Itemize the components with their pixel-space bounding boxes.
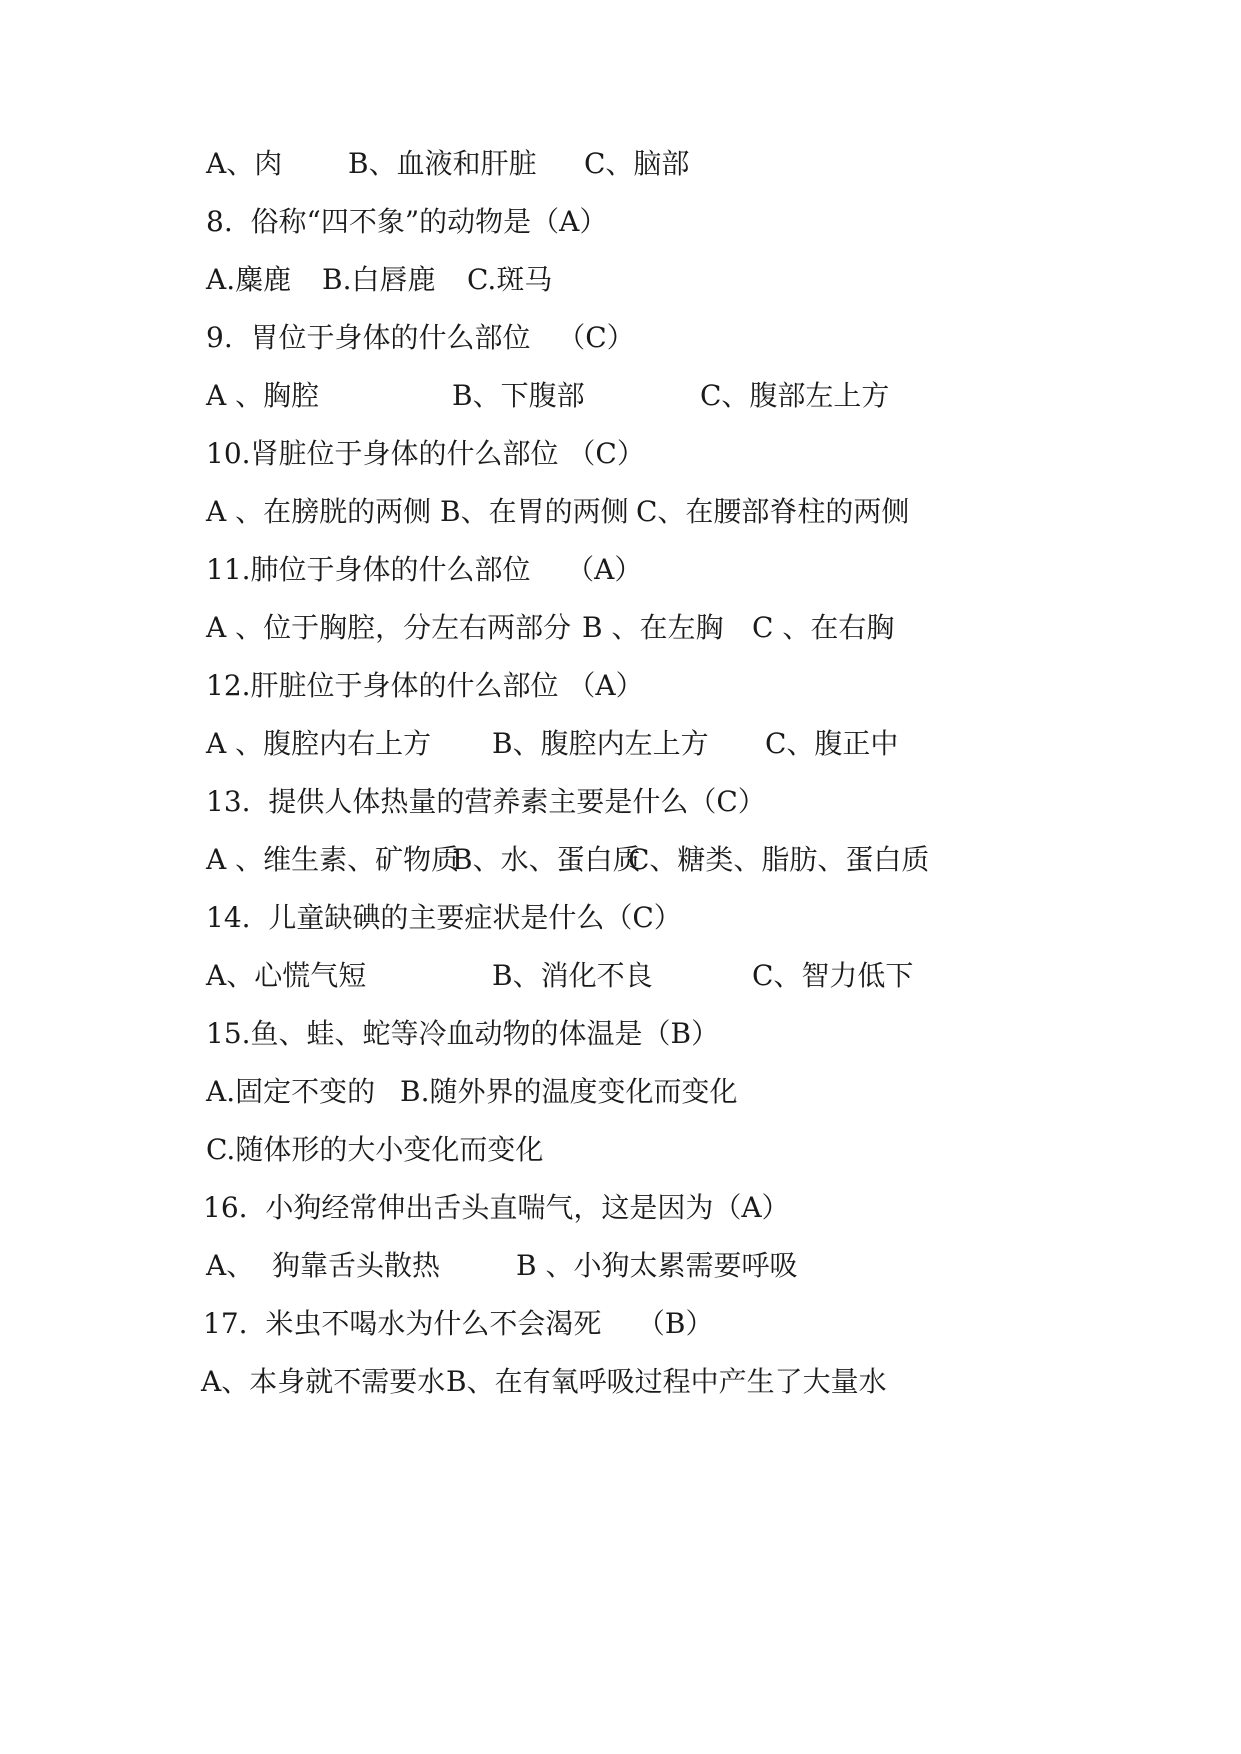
- answer-option: C、在腰部脊柱的两侧: [636, 495, 910, 528]
- answer-option: B 、小狗太累需要呼吸: [516, 1249, 798, 1282]
- answer-option: B、腹腔内左上方: [492, 727, 709, 760]
- options-line: [0, 1133, 1241, 1166]
- question-line: [0, 1191, 1241, 1224]
- answer-option: A 、腹腔内右上方: [206, 727, 432, 760]
- answer-option: A 、在膀胱的两侧: [206, 495, 432, 528]
- answer-option: A、 狗靠舌头散热: [206, 1249, 441, 1282]
- question-text: 12.肝脏位于身体的什么部位 （A）: [206, 669, 644, 702]
- answer-option: C、腹正中: [765, 727, 899, 760]
- question-text: 14. 儿童缺碘的主要症状是什么（C）: [206, 901, 682, 934]
- answer-option: C、智力低下: [752, 959, 914, 992]
- answer-option: B、血液和肝脏: [348, 147, 537, 180]
- question-line: [0, 785, 1241, 818]
- question-line: [0, 553, 1241, 586]
- question-line: [0, 901, 1241, 934]
- answer-option: A 、胸腔: [206, 379, 320, 412]
- options-line: [0, 611, 1241, 644]
- options-line: [0, 843, 1241, 876]
- answer-option: C 、在右胸: [752, 611, 895, 644]
- question-text: 8. 俗称“四不象”的动物是（A）: [206, 205, 608, 238]
- answer-option: B 、在左胸: [582, 611, 724, 644]
- answer-option: B、水、蛋白质: [452, 843, 641, 876]
- question-text: 17. 米虫不喝水为什么不会渴死 （B）: [203, 1307, 714, 1340]
- options-line: [0, 263, 1241, 296]
- question-line: [0, 669, 1241, 702]
- options-line: [0, 147, 1241, 180]
- question-text: 11.肺位于身体的什么部位 （A）: [206, 553, 643, 586]
- answer-option: A、心慌气短: [206, 959, 367, 992]
- question-text: 16. 小狗经常伸出舌头直喘气，这是因为（A）: [203, 1191, 790, 1224]
- answer-option: B、消化不良: [492, 959, 653, 992]
- answer-option: C.斑马: [467, 263, 553, 296]
- question-line: [0, 1017, 1241, 1050]
- answer-option: B、在胃的两侧: [440, 495, 629, 528]
- answer-option: C、脑部: [584, 147, 690, 180]
- question-text: 10.肾脏位于身体的什么部位 （C）: [206, 437, 645, 470]
- question-text: 9. 胃位于身体的什么部位 （C）: [206, 321, 635, 354]
- question-line: [0, 321, 1241, 354]
- question-text: 13. 提供人体热量的营养素主要是什么（C）: [206, 785, 766, 818]
- answer-option: A.固定不变的: [206, 1075, 376, 1108]
- question-line: [0, 1307, 1241, 1340]
- answer-option: A.麋鹿: [206, 263, 292, 296]
- options-line: [0, 1249, 1241, 1282]
- answer-option: A、本身就不需要水: [201, 1365, 446, 1398]
- options-line: [0, 1365, 1241, 1398]
- answer-option: B.白唇鹿: [322, 263, 436, 296]
- answer-option: A 、位于胸腔，分左右两部分: [206, 611, 572, 644]
- answer-option: C、腹部左上方: [700, 379, 890, 412]
- answer-option: B、下腹部: [452, 379, 585, 412]
- answer-option: C、糖类、脂肪、蛋白质: [628, 843, 930, 876]
- question-line: [0, 205, 1241, 238]
- options-line: [0, 1075, 1241, 1108]
- answer-option: C.随体形的大小变化而变化: [206, 1133, 544, 1166]
- answer-option: A、肉: [206, 147, 283, 180]
- answer-option: B、在有氧呼吸过程中产生了大量水: [446, 1365, 887, 1398]
- options-line: [0, 379, 1241, 412]
- question-text: 15.鱼、蛙、蛇等冷血动物的体温是（B）: [206, 1017, 720, 1050]
- answer-option: A 、维生素、矿物质: [206, 843, 460, 876]
- options-line: [0, 959, 1241, 992]
- options-line: [0, 495, 1241, 528]
- question-line: [0, 437, 1241, 470]
- answer-option: B.随外界的温度变化而变化: [400, 1075, 738, 1108]
- options-line: [0, 727, 1241, 760]
